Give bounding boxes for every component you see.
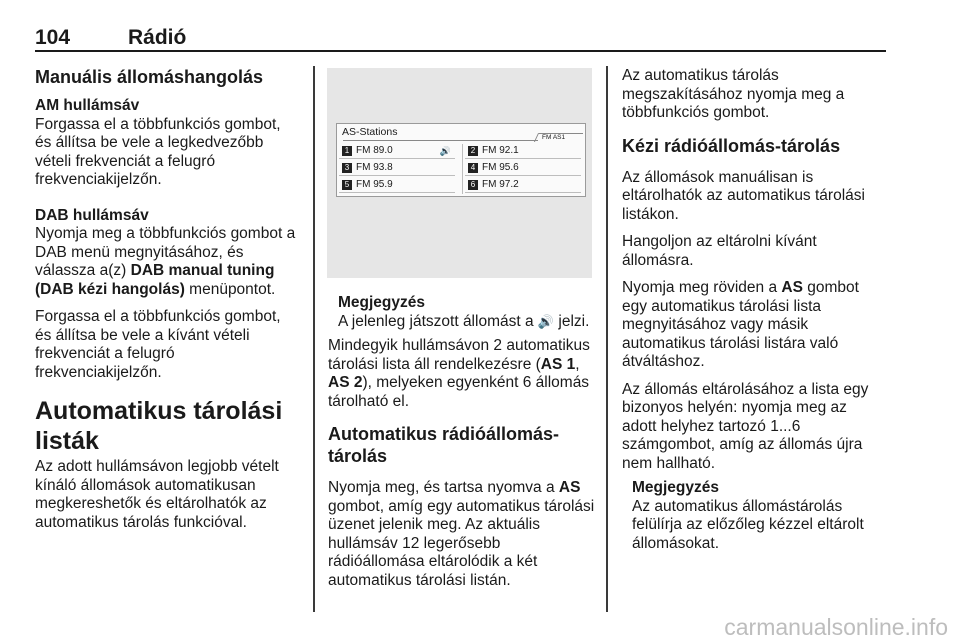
watermark: carmanualsonline.info — [724, 614, 948, 640]
column-divider — [313, 66, 315, 612]
press-as-text: Nyomja meg röviden a AS gombot egy automatikus tárolási lista megnyitásához vagy másik automatikus tárolási listára való átváltáshoz. — [622, 279, 859, 370]
preset-number: 4 — [468, 163, 478, 173]
tune-text: Hangoljon az eltárolni kívánt állomásra. — [622, 233, 817, 269]
dab-band-text-2: Forgassa el a többfunkciós gombot, és állítsa be vele a kívánt vételi frekvenciát a felugró frekvenciakijelzőn. — [35, 308, 281, 381]
column-left — [35, 60, 300, 541]
preset-number: 1 — [342, 146, 352, 156]
as-button-label: AS — [781, 279, 803, 296]
tab-line — [343, 140, 538, 141]
preset-2[interactable] — [465, 144, 581, 159]
note-heading: Megjegyzés — [338, 294, 426, 311]
note-box — [328, 294, 598, 331]
as-stations-figure — [327, 68, 592, 278]
column-divider — [606, 66, 608, 612]
preset-number: 6 — [468, 180, 478, 190]
preset-label: FM 95.6 — [482, 162, 519, 173]
screen-title: AS-Stations — [342, 126, 398, 138]
dab-band-text: Nyomja meg a többfunkciós gombot a DAB menü megnyitásához, és válassza a(z) DAB manual tuning (DAB kézi hangolás) menüpontot. — [35, 225, 296, 298]
speaker-icon: 🔊 — [439, 146, 451, 156]
auto-lists-heading: Automatikus tárolási listák — [35, 397, 283, 455]
column-right — [622, 67, 884, 553]
manual-store-heading: Kézi rádióállomás-tárolás — [622, 135, 841, 156]
store-text: Az állomás eltárolásához a lista egy bizonyos helyén: nyomja meg az adott helyhez tartozó 1...6 számgombot, amíg az állomás újra nem hallható. — [622, 380, 869, 472]
preset-number: 2 — [468, 146, 478, 156]
note-text: A jelenleg játszott állomást a 🔊 jelzi. — [338, 312, 590, 330]
note-box-2 — [622, 479, 884, 553]
am-band-text: Forgassa el a többfunkciós gombot, és állítsa be vele a legkedvezőbb vételi frekvenciát a felugró frekvenciakijelzőn. — [35, 115, 281, 188]
preset-label: FM 93.8 — [356, 162, 393, 173]
preset-label: FM 95.9 — [356, 179, 393, 190]
preset-4[interactable] — [465, 161, 581, 176]
manual-store-text: Az állomások manuálisan is eltárolhatók az automatikus tárolási listákon. — [622, 168, 865, 223]
speaker-icon: 🔊 — [537, 313, 555, 329]
two-lists-text: Mindegyik hullámsávon 2 automatikus tárolási lista áll rendelkezésre (AS 1, AS 2), melyeken egyenként 6 állomás tárolható el. — [328, 337, 590, 410]
dab-band-heading: DAB hullámsáv — [35, 206, 149, 224]
note-text: Az automatikus állomástárolás felülírja az előzőleg kézzel eltárolt állomásokat. — [632, 497, 864, 552]
preset-label: FM 97.2 — [482, 179, 519, 190]
column-middle — [328, 294, 598, 599]
header-rule — [35, 50, 886, 52]
page-number: 104 — [35, 26, 71, 49]
manual-tuning-heading: Manuális állomáshangolás — [35, 67, 264, 87]
auto-lists-text: Az adott hullámsávon legjobb vételt kínáló állomások automatikusan megkereshetők és eltárolhatók az automatikus tárolás funkcióval. — [35, 458, 279, 531]
preset-5[interactable] — [339, 178, 455, 193]
auto-store-text: Nyomja meg, és tartsa nyomva a AS gombot, amíg egy automatikus tárolási üzenet jelenik meg. Az aktuális hullámsáv 12 legerősebb rádióállomása eltárolódik a két automatikus tárolási listán. — [328, 479, 595, 589]
section-title: Rádió — [128, 26, 187, 49]
auto-store-heading: Automatikus rádióállomás-tárolás — [328, 424, 560, 466]
am-band-heading: AM hullámsáv — [35, 97, 140, 114]
page-header — [35, 26, 885, 52]
as-stations-screen — [336, 123, 586, 197]
preset-number: 5 — [342, 180, 352, 190]
preset-label: FM 92.1 — [482, 145, 519, 156]
preset-divider — [462, 144, 463, 194]
abort-text: Az automatikus tárolás megszakításához nyomja meg a többfunkciós gombot. — [622, 67, 845, 121]
preset-1[interactable] — [339, 144, 455, 159]
preset-3[interactable] — [339, 161, 455, 176]
note-heading: Megjegyzés — [632, 479, 720, 496]
preset-6[interactable] — [465, 178, 581, 193]
as-button-label: AS — [558, 479, 581, 496]
dab-manual-tuning-menu: DAB manual tuning (DAB kézi hangolás) — [35, 262, 275, 298]
preset-label: FM 89.0 — [356, 145, 393, 156]
band-tab: FM AS1 — [542, 134, 566, 141]
preset-number: 3 — [342, 163, 352, 173]
